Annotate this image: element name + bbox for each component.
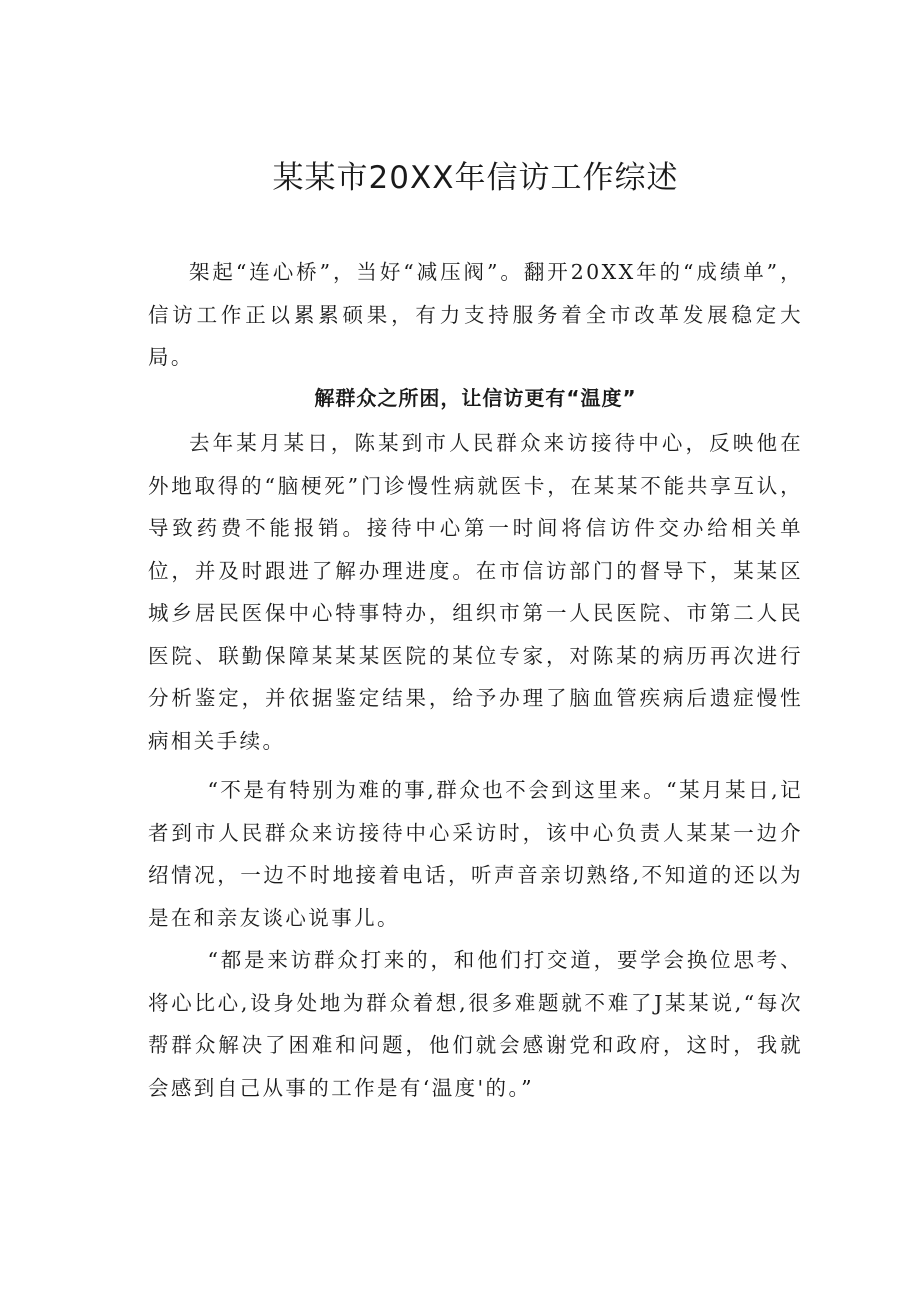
section-heading-block [148,377,803,419]
paragraph-block-2 [148,769,803,939]
paragraph-1: 去年某月某日，陈某到市人民群众来访接待中心，反映他在外地取得的“脑梗死”门诊慢性病就医卡，在某某不能共享互认，导致药费不能报销。接待中心第一时间将信访件交办给相关单位，并及时跟进了解办理进度。在市信访部门的督导下，某某区城乡居民医保中心特事特办，组织市第一人民医院、市第二人民医院、联勤保障某某某医院的某位专家，对陈某的病历再次进行分析鉴定，并依据鉴定结果，给予办理了脑血管疾病后遗症慢性病相关手续。 [148,431,803,753]
paragraph-block-3 [148,939,803,1109]
intro-paragraph: 架起“连心桥”，当好“减压阀”。翻开20XX年的“成绩单”，信访工作正以累累硕果，有力支持服务着全市改革发展稳定大局。 [148,260,803,369]
paragraph-block-1 [148,422,803,762]
intro-paragraph-block [148,251,803,379]
paragraph-2: “不是有特别为难的事,群众也不会到这里来。“某月某日,记者到市人民群众来访接待中心采访时，该中心负责人某某一边介绍情况，一边不时地接着电话，听声音亲切熟络,不知道的还以为是在和亲友谈心说事儿。 [148,778,803,930]
paragraph-3: “都是来访群众打来的，和他们打交道，要学会换位思考、将心比心,设身处地为群众着想,很多难题就不难了J某某说,“每次帮群众解决了困难和问题，他们就会感谢党和政府，这时，我就会感到自己从事的工作是有‘温度'的。” [148,948,803,1100]
document-title: 某某市20XX年信访工作综述 [272,160,679,196]
section-heading: 解群众之所困，让信访更有“温度” [314,386,637,410]
